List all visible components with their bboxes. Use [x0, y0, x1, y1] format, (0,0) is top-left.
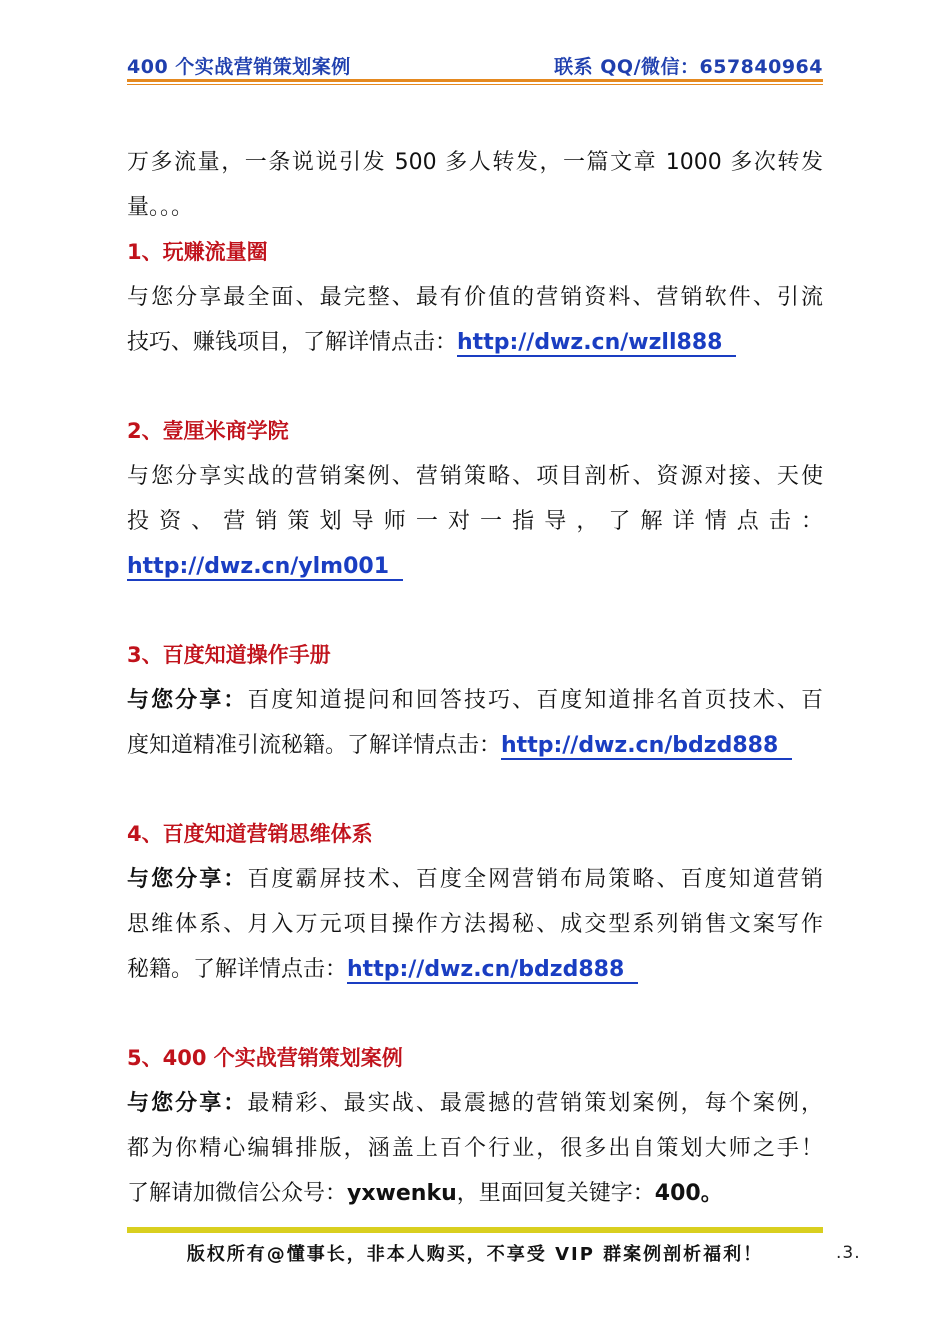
section-4-line-1-text: 百度霸屏技术、百度全网营销布局策略、百度知道营销: [247, 867, 823, 892]
section-4-title: 4、百度知道营销思维体系: [127, 822, 373, 846]
header-title: 400 个实战营销策划案例: [127, 56, 351, 78]
section-2-link[interactable]: http://dwz.cn/ylm001: [127, 554, 403, 581]
section-3-line-2: [127, 723, 823, 768]
spacer: [127, 589, 823, 633]
spacer: [127, 992, 823, 1036]
section-5-line-3-a: 了解请加微信公众号：: [127, 1181, 348, 1206]
section-4-line-1: [127, 857, 823, 902]
section-1-line-2-text: 技巧、赚钱项目，了解详情点击：: [127, 330, 458, 355]
page-header: [127, 52, 823, 82]
footer-copyright: 版权所有@懂事长，非本人购买，不享受 VIP 群案例剖析福利！: [186, 1244, 764, 1265]
section-3-line-2-text: 度知道精准引流秘籍。了解详情点击：: [127, 733, 502, 758]
section-5-line-3-c: ，里面回复关键字：: [456, 1181, 655, 1206]
section-2-title: 2、壹厘米商学院: [127, 419, 289, 443]
section-5-line-1: [127, 1081, 823, 1126]
section-4-line-2: 思维体系、月入万元项目操作方法揭秘、成交型系列销售文案写作: [127, 912, 823, 937]
section-3-title: 3、百度知道操作手册: [127, 643, 331, 667]
intro-line-1: 万多流量，一条说说引发 500 多人转发，一篇文章 1000 多次转发: [127, 150, 823, 175]
section-3-link[interactable]: http://dwz.cn/bdzd888: [501, 733, 792, 760]
header-divider-thin: [127, 84, 823, 85]
section-5-line-2: 都为你精心编辑排版，涵盖上百个行业，很多出自策划大师之手！: [127, 1136, 823, 1161]
section-3-lead: 与您分享：: [127, 688, 248, 713]
section-4-line-3-text: 秘籍。了解详情点击：: [127, 957, 348, 982]
section-4-lead: 与您分享：: [127, 867, 248, 892]
section-5-line-3: [127, 1171, 823, 1216]
section-3-line-1: [127, 678, 823, 723]
section-4-link[interactable]: http://dwz.cn/bdzd888: [347, 957, 638, 984]
section-5-lead: 与您分享：: [127, 1091, 248, 1116]
footer-divider: [127, 1227, 823, 1233]
section-1-title: 1、玩赚流量圈: [127, 240, 268, 264]
section-2-line-1: 与您分享实战的营销案例、营销策略、项目剖析、资源对接、天使: [127, 464, 823, 489]
spacer: [127, 365, 823, 409]
section-2-line-2: 投资、营销策划导师一对一指导，了解详情点击：: [127, 509, 823, 534]
section-5-title: 5、400 个实战营销策划案例: [127, 1046, 403, 1070]
section-3-line-1-text: 百度知道提问和回答技巧、百度知道排名首页技术、百: [247, 688, 823, 713]
header-divider-thick: [127, 79, 823, 82]
header-contact: 联系 QQ/微信：657840964: [554, 56, 823, 78]
section-5-line-1-text: 最精彩、最实战、最震撼的营销策划案例，每个案例，: [247, 1091, 823, 1116]
reply-keyword: 400。: [654, 1181, 723, 1206]
page-number: .3.: [836, 1243, 861, 1263]
section-4-line-3: [127, 947, 823, 992]
spacer: [127, 768, 823, 812]
section-2-line-3: [127, 544, 823, 589]
wechat-account: yxwenku: [347, 1181, 457, 1206]
document-body: [127, 140, 823, 1216]
section-1-line-1: 与您分享最全面、最完整、最有价值的营销资料、营销软件、引流: [127, 285, 823, 310]
intro-line-2: 量。。。: [127, 195, 194, 220]
section-1-link[interactable]: http://dwz.cn/wzll888: [457, 330, 736, 357]
section-1-line-2: [127, 320, 823, 365]
